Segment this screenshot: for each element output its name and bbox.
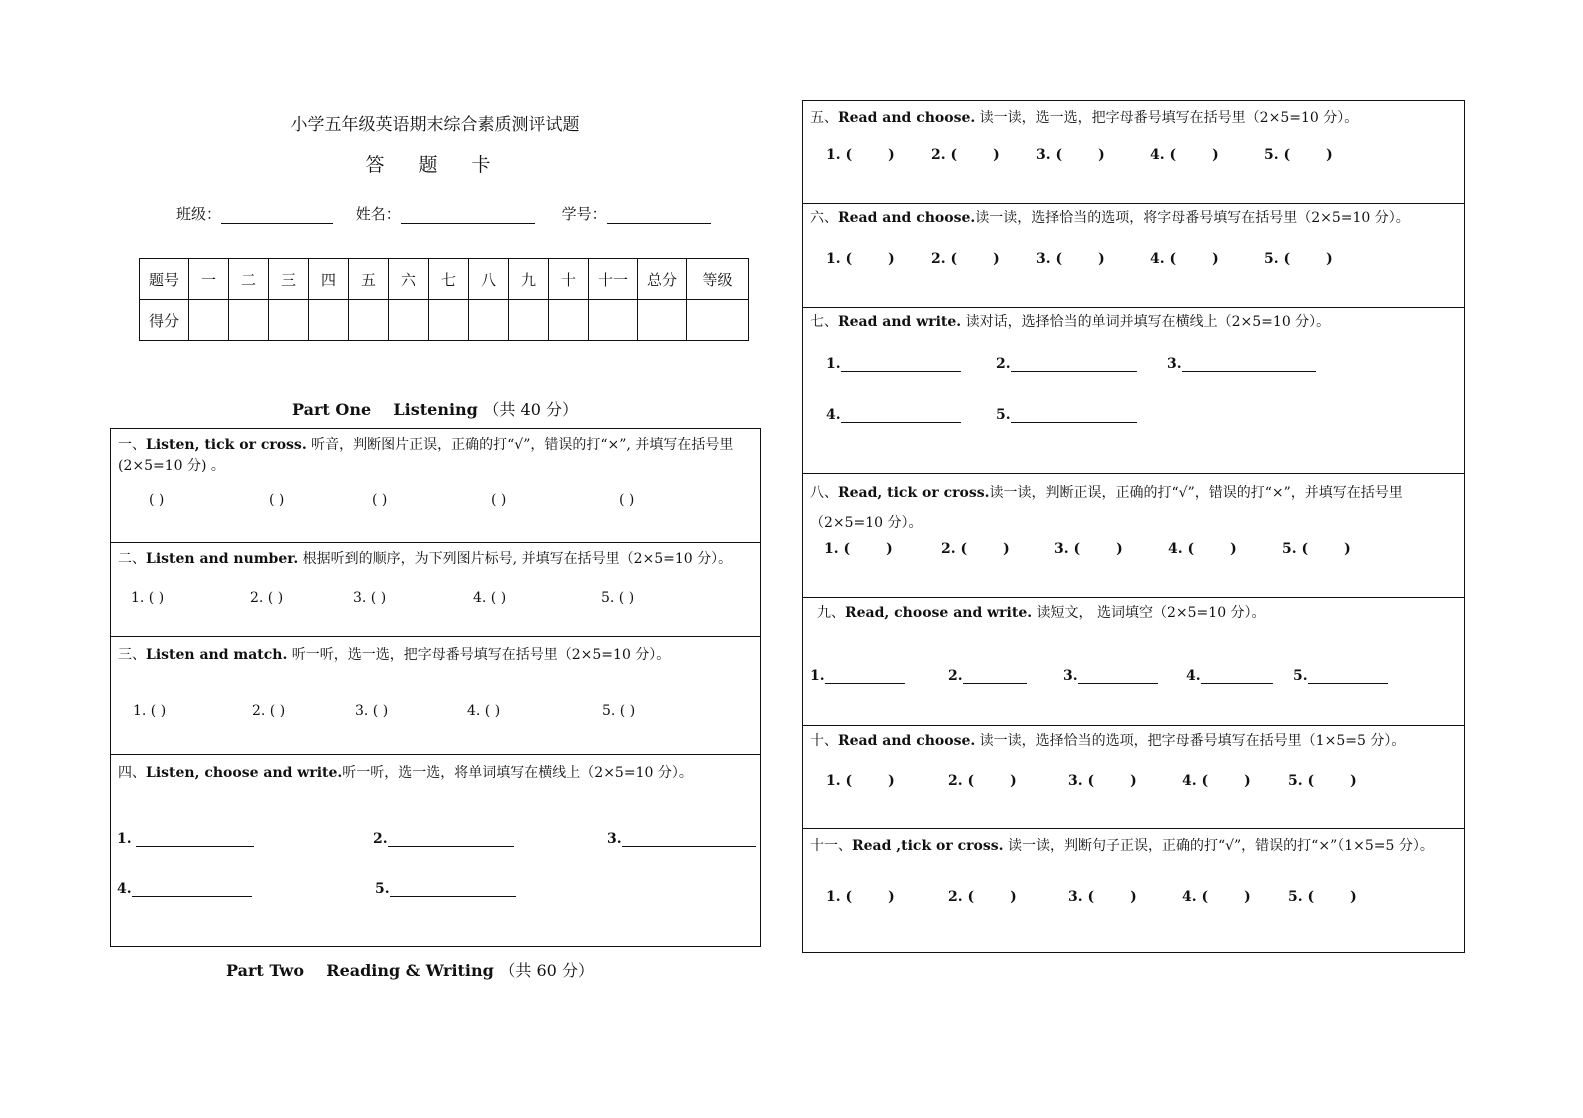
student-info <box>176 203 725 224</box>
table-cell: 八 <box>469 259 509 300</box>
answer-paren[interactable]: 3. ( ) <box>1054 541 1123 557</box>
table-cell: 十 <box>549 259 589 300</box>
blank-answer[interactable]: 2. <box>948 668 1027 684</box>
answer-paren[interactable]: 3. ( ) <box>1068 889 1137 905</box>
table-cell: 等级 <box>687 259 749 300</box>
blank-answer[interactable]: 1. <box>826 356 961 372</box>
score-cell[interactable] <box>349 300 389 341</box>
part-two-heading: Part Two Reading & Writing （共 60 分） <box>226 961 594 980</box>
answer-paren[interactable]: 3. ( ) <box>355 703 389 719</box>
score-cell[interactable] <box>687 300 749 341</box>
answer-paren[interactable]: 3. ( ) <box>1068 773 1137 789</box>
score-cell[interactable] <box>509 300 549 341</box>
blank-answer[interactable]: 2. <box>373 831 514 847</box>
section-heading: 二、Listen and number. 根据听到的顺序，为下列图片标号, 并填写在括号里（2×5=10 分）。 <box>118 551 733 567</box>
section-2 <box>111 543 760 637</box>
answer-paren[interactable]: 5. ( ) <box>1282 541 1351 557</box>
table-cell: 十一 <box>589 259 638 300</box>
answer-paren[interactable]: 5. ( ) <box>1264 147 1333 163</box>
id-field[interactable]: 学号： <box>562 203 711 224</box>
section-heading: 一、Listen, tick or cross. 听音，判断图片正误，正确的打“√”，错误的打“×”, 并填写在括号里(2×5=10 分) 。 <box>118 437 734 474</box>
answer-paren[interactable]: 4. ( ) <box>1150 147 1219 163</box>
score-cell[interactable] <box>229 300 269 341</box>
answer-paren[interactable]: ( ) <box>269 492 285 508</box>
section-11 <box>803 829 1464 954</box>
section-heading: 三、Listen and match. 听一听，选一选，把字母番号填写在括号里（2×5=10 分）。 <box>118 647 671 663</box>
sheet-title: 小学五年级英语期末综合素质测评试题 <box>290 115 580 135</box>
section-1 <box>111 429 760 543</box>
score-cell[interactable] <box>269 300 309 341</box>
sheet-subtitle: 答 题 卡 <box>365 154 505 176</box>
table-cell: 九 <box>509 259 549 300</box>
section-heading: 四、Listen, choose and write.听一听，选一选，将单词填写在横线上（2×5=10 分）。 <box>118 765 693 781</box>
section-10 <box>803 726 1464 829</box>
section-heading: 七、Read and write. 读对话，选择恰当的单词并填写在横线上（2×5=10 分）。 <box>810 314 1331 330</box>
score-cell[interactable] <box>189 300 229 341</box>
answer-paren[interactable]: 5. ( ) <box>602 703 636 719</box>
answer-paren[interactable]: 1. ( ) <box>826 251 895 267</box>
section-3 <box>111 637 760 755</box>
table-cell: 题号 <box>140 259 189 300</box>
section-5 <box>803 101 1464 204</box>
answer-paren[interactable]: 4. ( ) <box>1150 251 1219 267</box>
answer-paren[interactable]: 4. ( ) <box>467 703 501 719</box>
answer-paren[interactable]: 5. ( ) <box>1288 889 1357 905</box>
section-heading: 五、Read and choose. 读一读，选一选，把字母番号填写在括号里（2×5=10 分）。 <box>810 110 1359 126</box>
section-heading: 十、Read and choose. 读一读，选择恰当的选项，把字母番号填写在括号里（1×5=5 分）。 <box>810 733 1406 749</box>
table-cell: 一 <box>189 259 229 300</box>
section-4 <box>111 755 760 948</box>
table-cell: 四 <box>309 259 349 300</box>
answer-paren[interactable]: 4. ( ) <box>1182 773 1251 789</box>
table-cell: 五 <box>349 259 389 300</box>
blank-answer[interactable]: 3. <box>607 831 756 847</box>
answer-paren[interactable]: 4. ( ) <box>473 590 507 606</box>
table-cell: 六 <box>389 259 429 300</box>
answer-paren[interactable]: 1. ( ) <box>826 147 895 163</box>
section-heading: 八、Read, tick or cross.读一读，判断正误，正确的打“√”，错误的打“×”，并填写在括号里（2×5=10 分）。 <box>810 485 1403 531</box>
answer-paren[interactable]: 3. ( ) <box>353 590 387 606</box>
answer-paren[interactable]: 3. ( ) <box>1036 251 1105 267</box>
answer-paren[interactable]: 5. ( ) <box>601 590 635 606</box>
table-cell: 得分 <box>140 300 189 341</box>
answer-paren[interactable]: 1. ( ) <box>131 590 165 606</box>
table-cell: 七 <box>429 259 469 300</box>
reading-writing-box <box>802 100 1465 953</box>
answer-paren[interactable]: 2. ( ) <box>941 541 1010 557</box>
listening-box <box>110 428 761 947</box>
blank-answer[interactable]: 5. <box>996 407 1137 423</box>
score-cell[interactable] <box>309 300 349 341</box>
answer-paren[interactable]: 4. ( ) <box>1182 889 1251 905</box>
answer-paren[interactable]: ( ) <box>372 492 388 508</box>
section-heading: 十一、Read ,tick or cross. 读一读，判断句子正误，正确的打“√”，错误的打“×”（1×5=5 分）。 <box>810 838 1434 854</box>
score-cell[interactable] <box>589 300 638 341</box>
answer-paren[interactable]: 2. ( ) <box>931 147 1000 163</box>
section-9 <box>803 598 1464 726</box>
score-table-score-row <box>140 300 749 341</box>
answer-paren[interactable]: 4. ( ) <box>1168 541 1237 557</box>
blank-answer[interactable]: 3. <box>1063 668 1158 684</box>
part-one-heading: Part One Listening （共 40 分） <box>292 400 578 419</box>
table-cell: 三 <box>269 259 309 300</box>
score-cell[interactable] <box>549 300 589 341</box>
answer-paren[interactable]: 2. ( ) <box>931 251 1000 267</box>
score-cell[interactable] <box>638 300 687 341</box>
blank-answer[interactable]: 5. <box>375 881 516 897</box>
section-7 <box>803 308 1464 474</box>
answer-paren[interactable]: 3. ( ) <box>1036 147 1105 163</box>
answer-paren[interactable]: 2. ( ) <box>948 773 1017 789</box>
score-cell[interactable] <box>429 300 469 341</box>
score-table <box>139 258 749 341</box>
blank-answer[interactable]: 5. <box>1293 668 1388 684</box>
section-6 <box>803 204 1464 308</box>
score-cell[interactable] <box>469 300 509 341</box>
table-cell: 总分 <box>638 259 687 300</box>
answer-paren[interactable]: 5. ( ) <box>1264 251 1333 267</box>
answer-paren[interactable]: ( ) <box>149 492 165 508</box>
blank-answer[interactable]: 4. <box>826 407 961 423</box>
blank-answer[interactable]: 1. <box>117 831 254 847</box>
answer-paren[interactable]: 2. ( ) <box>250 590 284 606</box>
section-heading: 六、Read and choose.读一读，选择恰当的选项，将字母番号填写在括号里（2×5=10 分）。 <box>810 210 1410 226</box>
score-cell[interactable] <box>389 300 429 341</box>
answer-paren[interactable]: 2. ( ) <box>948 889 1017 905</box>
answer-paren[interactable]: 5. ( ) <box>1288 773 1357 789</box>
answer-paren[interactable]: 1. ( ) <box>824 541 893 557</box>
answer-paren[interactable]: ( ) <box>491 492 507 508</box>
section-8 <box>803 474 1464 598</box>
score-table-header-row <box>140 259 749 300</box>
blank-answer[interactable]: 3. <box>1167 356 1316 372</box>
answer-paren[interactable]: 1. ( ) <box>133 703 167 719</box>
name-field[interactable]: 姓名： <box>356 203 535 224</box>
answer-paren[interactable]: 2. ( ) <box>252 703 286 719</box>
blank-answer[interactable]: 1. <box>810 668 905 684</box>
answer-paren[interactable]: ( ) <box>619 492 635 508</box>
blank-answer[interactable]: 2. <box>996 356 1137 372</box>
section-heading: 九、Read, choose and write. 读短文， 选词填空（2×5=10 分）。 <box>817 605 1266 621</box>
blank-answer[interactable]: 4. <box>117 881 252 897</box>
answer-paren[interactable]: 1. ( ) <box>826 773 895 789</box>
table-cell: 二 <box>229 259 269 300</box>
answer-paren[interactable]: 1. ( ) <box>826 889 895 905</box>
blank-answer[interactable]: 4. <box>1186 668 1273 684</box>
class-field[interactable]: 班级： <box>176 203 333 224</box>
